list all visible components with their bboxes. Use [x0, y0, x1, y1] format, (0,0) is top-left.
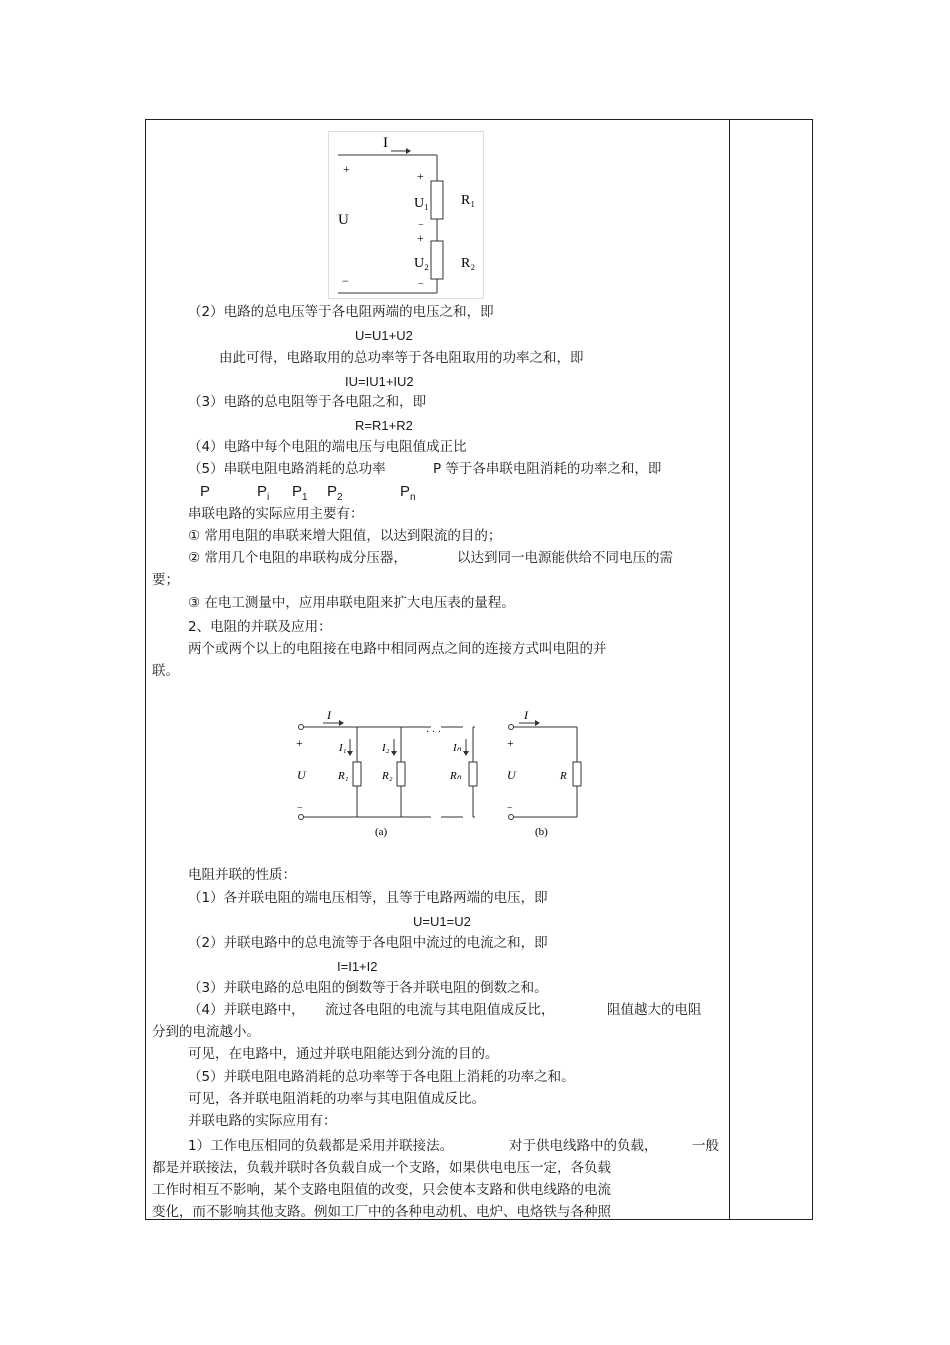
minus-sign: − [342, 274, 349, 288]
voltage-label-u2: U₂ [414, 256, 429, 271]
formula-pn: $P_n$ [400, 483, 416, 503]
parallel-i2: I₂ [382, 742, 390, 754]
series-app-2c: 要； [152, 572, 179, 588]
parallel-b-plus: + [507, 736, 514, 750]
parallel-i1: I₁ [339, 742, 347, 754]
parallel-dots: · · · [426, 727, 441, 738]
parallel-minus: − [297, 803, 303, 814]
formula-r: R=R1+R2 [355, 418, 413, 433]
parallel-property-4d: 分到的电流越小。 [152, 1024, 260, 1040]
column-divider [729, 119, 730, 1220]
parallel-r2: R₂ [382, 770, 393, 782]
voltage-label-u: U [338, 212, 349, 228]
parallel-conclusion-2: 可见，各并联电阻消耗的功率与其电阻值成反比。 [188, 1091, 485, 1107]
series-app-1: ① 常用电阻的串联来增大阻值，以达到限流的目的； [188, 528, 502, 544]
resistor-label-r2: R₂ [461, 256, 476, 271]
voltage-label-u1: U₁ [414, 196, 429, 211]
minus-sign-u1: − [418, 220, 424, 231]
parallel-b-minus: − [507, 803, 513, 814]
plus-sign: + [343, 162, 350, 176]
current-label: I [383, 135, 388, 151]
parallel-app-1a: 1）工作电压相同的负载都是采用并联接法。 [188, 1138, 454, 1154]
parallel-b-r: R [560, 770, 567, 782]
series-property-2: （2）电路的总电压等于各电阻两端的电压之和，即 [188, 304, 494, 320]
series-circuit-figure [328, 131, 484, 299]
resistor-label-r1: R₁ [461, 193, 476, 208]
formula-pi: $P_i$ [257, 483, 270, 503]
series-apps-heading: 串联电路的实际应用主要有： [188, 506, 364, 522]
parallel-conclusion-1: 可见，在电路中，通过并联电阻能达到分流的目的。 [188, 1046, 499, 1062]
parallel-app-1b: 对于供电线路中的负载， [509, 1138, 658, 1154]
parallel-plus: + [296, 736, 303, 750]
formula-p1: $P_1$ [292, 483, 308, 503]
parallel-heading: 2、电阻的并联及应用： [188, 619, 332, 635]
figure-label-b: (b) [535, 826, 548, 838]
parallel-app-1c: 一般 [692, 1138, 719, 1154]
parallel-current-i: I [327, 708, 331, 722]
formula-p2: $P_2$ [327, 483, 343, 503]
parallel-app-1d: 都是并联接法，负载并联时各负载自成一个支路，如果供电电压一定，各负载 [152, 1160, 611, 1176]
parallel-definition: 两个或两个以上的电阻接在电路中相同两点之间的连接方式叫电阻的并 [188, 641, 607, 657]
parallel-property-5: （5）并联电阻电路消耗的总功率等于各电阻上消耗的功率之和。 [188, 1069, 575, 1085]
parallel-b-u: U [507, 768, 516, 782]
formula-u: U=U1+U2 [355, 328, 413, 343]
series-property-3: （3）电路的总电阻等于各电阻之和，即 [188, 394, 427, 410]
parallel-properties-heading: 电阻并联的性质： [188, 867, 296, 883]
series-property-5b: P 等于各串联电阻消耗的功率之和，即 [433, 461, 662, 477]
minus-sign-u2: − [418, 279, 424, 290]
series-app-3: ③ 在电工测量中，应用串联电阻来扩大电压表的量程。 [188, 595, 515, 611]
parallel-app-1e: 工作时相互不影响，某个支路电阻值的改变，只会使本支路和供电线路的电流 [152, 1182, 611, 1198]
figure-label-a: (a) [375, 826, 388, 838]
series-property-4: （4）电路中每个电阻的端电压与电阻值成正比 [188, 439, 467, 455]
parallel-u: U [297, 768, 306, 782]
parallel-property-4a: （4）并联电路中， [188, 1002, 305, 1018]
parallel-rn: Rₙ [450, 770, 462, 782]
parallel-property-3: （3）并联电路的总电阻的倒数等于各并联电阻的倒数之和。 [188, 980, 548, 996]
plus-sign-u1: + [417, 169, 424, 183]
series-app-2b: 以达到同一电源能供给不同电压的需 [457, 550, 673, 566]
plus-sign-u2: + [417, 231, 424, 245]
formula-iu: IU=IU1+IU2 [345, 374, 414, 389]
parallel-property-1: （1）各并联电阻的端电压相等，且等于电路两端的电压，即 [188, 890, 548, 906]
parallel-property-4b: 流过各电阻的电流与其电阻值成反比， [325, 1002, 555, 1018]
parallel-in: Iₙ [453, 742, 462, 754]
formula-parallel-u: U=U1=U2 [413, 914, 471, 929]
formula-parallel-i: I=I1+I2 [337, 959, 378, 974]
parallel-circuit-figure [291, 707, 583, 843]
parallel-definition-end: 联。 [152, 663, 179, 679]
parallel-property-2: （2）并联电路中的总电流等于各电阻中流过的电流之和，即 [188, 935, 548, 951]
parallel-r1: R₁ [338, 770, 349, 782]
parallel-b-current-i: I [524, 708, 528, 722]
parallel-property-4c: 阻值越大的电阻 [607, 1002, 702, 1018]
series-app-2a: ② 常用几个电阻的串联构成分压器， [188, 550, 407, 566]
series-property-5a: （5）串联电阻电路消耗的总功率 [188, 461, 386, 477]
parallel-apps-heading: 并联电路的实际应用有： [188, 1113, 337, 1129]
parallel-app-1f: 变化，而不影响其他支路。例如工厂中的各种电动机、电炉、电烙铁与各种照 [152, 1204, 611, 1220]
formula-p: P [200, 483, 211, 500]
power-sum-text: 由此可得，电路取用的总功率等于各电阻取用的功率之和，即 [219, 350, 584, 366]
